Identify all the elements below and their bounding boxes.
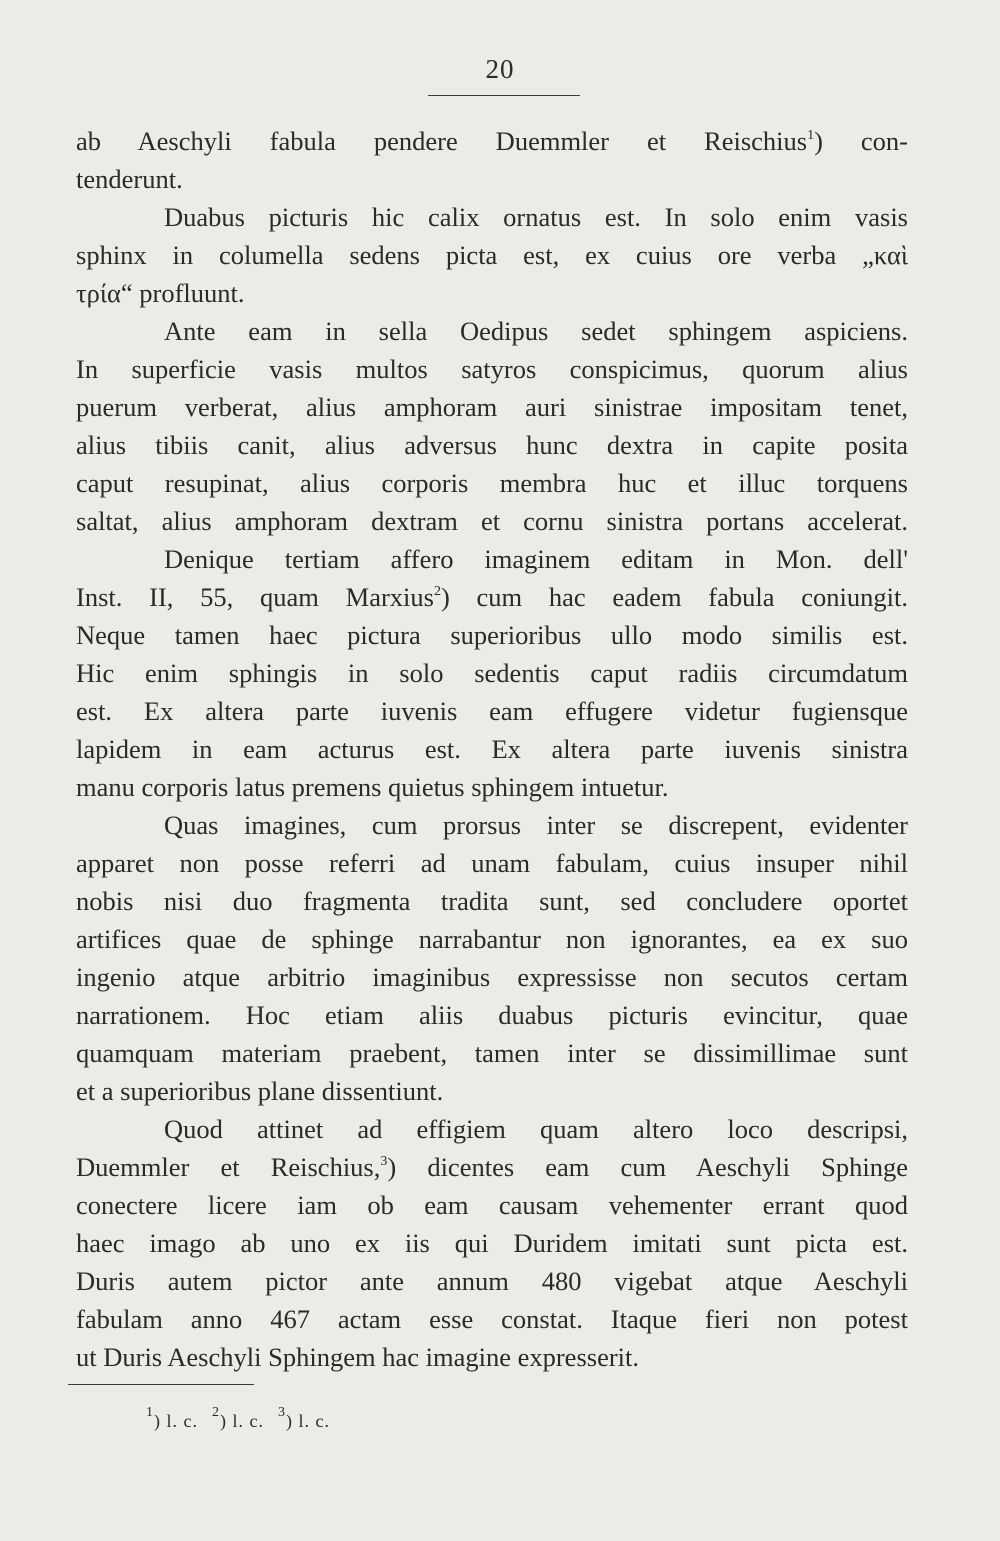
line-text: puerum verberat, alius amphoram auri sinistrae impositam tenet,	[76, 392, 908, 422]
footnote	[277, 1405, 330, 1431]
line-text: est. Ex altera parte iuvenis eam effugere videtur fugiensque	[76, 696, 908, 726]
line-text: quamquam materiam praebent, tamen inter se dissimillimae sunt	[76, 1038, 908, 1068]
text-line	[76, 730, 908, 768]
text-line	[76, 806, 908, 844]
text-line	[76, 1110, 908, 1148]
footnote-marker: 2	[433, 584, 441, 599]
line-text: Duabus picturis hic calix ornatus est. In solo enim vasis	[164, 202, 908, 232]
footnote-number: 2	[211, 1405, 220, 1420]
line-text: fabulam anno 467 actam esse constat. Itaque fieri non potest	[76, 1304, 908, 1334]
page-number: 20	[485, 54, 515, 84]
footnote-marker: 3	[380, 1154, 388, 1169]
text-line	[76, 1338, 908, 1376]
line-text: ab Aeschyli fabula pendere Duemmler et Reischius	[76, 126, 808, 156]
line-text: Duris autem pictor ante annum 480 vigebat atque Aeschyli	[76, 1266, 908, 1296]
footnote-marker: 1	[807, 128, 815, 143]
footnote-rule	[68, 1384, 254, 1385]
line-text: manu corporis latus premens quietus sphingem intuetur.	[76, 772, 669, 802]
line-text: In superficie vasis multos satyros conspicimus, quorum alius	[76, 354, 908, 384]
text-line	[76, 426, 908, 464]
footnote-text: ) l. c.	[154, 1411, 198, 1431]
line-text: apparet non posse referri ad unam fabulam, cuius insuper nihil	[76, 848, 908, 878]
text-line	[76, 1186, 908, 1224]
line-text: Quas imagines, cum prorsus inter se discrepent, evidenter	[164, 810, 908, 840]
text-line	[76, 274, 908, 312]
footnotes	[146, 1405, 344, 1432]
line-text: ut Duris Aeschyli Sphingem hac imagine expresserit.	[76, 1342, 640, 1372]
line-text: saltat, alius amphoram dextram et cornu sinistra portans accelerat.	[76, 506, 908, 536]
footnote	[146, 1405, 198, 1431]
line-text: Quod attinet ad effigiem quam altero loco descripsi,	[164, 1114, 908, 1144]
line-text: et a superioribus plane dissentiunt.	[76, 1076, 444, 1106]
footnote	[211, 1405, 264, 1431]
text-line	[76, 350, 908, 388]
text-line	[76, 1262, 908, 1300]
line-text: Duemmler et Reischius,	[76, 1152, 381, 1182]
text-line	[76, 844, 908, 882]
text-line	[76, 540, 908, 578]
line-text: tenderunt.	[76, 164, 183, 194]
text-line	[76, 1300, 908, 1338]
line-text: alius tibiis canit, alius adversus hunc dextra in capite posita	[76, 430, 908, 460]
text-line	[76, 1034, 908, 1072]
footnote-number: 1	[146, 1405, 154, 1420]
text-line	[76, 882, 908, 920]
line-text-continued: ) dicentes eam cum Aeschyli Sphinge	[387, 1152, 908, 1182]
text-line	[76, 920, 908, 958]
header-rule	[428, 95, 580, 96]
text-line	[76, 312, 908, 350]
line-text: Neque tamen haec pictura superioribus ullo modo similis est.	[76, 620, 908, 650]
footnote-number: 3	[277, 1405, 286, 1420]
text-line	[76, 388, 908, 426]
text-line	[76, 958, 908, 996]
line-text: sphinx in columella sedens picta est, ex cuius ore verba „καὶ	[76, 240, 908, 270]
text-line	[76, 692, 908, 730]
text-line	[76, 122, 908, 160]
text-line	[76, 236, 908, 274]
text-line	[76, 502, 908, 540]
text-line	[76, 578, 908, 616]
line-text: artifices quae de sphinge narrabantur non ignorantes, ea ex suo	[76, 924, 908, 954]
text-line	[76, 616, 908, 654]
text-line	[76, 1072, 908, 1110]
line-text: Hic enim sphingis in solo sedentis caput radiis circumdatum	[76, 658, 908, 688]
text-line	[76, 1148, 908, 1186]
text-line	[76, 160, 908, 198]
text-line	[76, 198, 908, 236]
line-text: τρία“ profluunt.	[76, 278, 245, 308]
line-text: Denique tertiam affero imaginem editam in Mon. dell'	[164, 544, 908, 574]
text-line	[76, 996, 908, 1034]
body-text	[76, 122, 908, 1376]
line-text: conectere licere iam ob eam causam vehementer errant quod	[76, 1190, 908, 1220]
text-line	[76, 1224, 908, 1262]
line-text: narrationem. Hoc etiam aliis duabus picturis evincitur, quae	[76, 1000, 908, 1030]
line-text: Ante eam in sella Oedipus sedet sphingem aspiciens.	[164, 316, 908, 346]
line-text: nobis nisi duo fragmenta tradita sunt, sed concludere oportet	[76, 886, 908, 916]
line-text: haec imago ab uno ex iis qui Duridem imitati sunt picta est.	[76, 1228, 908, 1258]
text-line	[76, 654, 908, 692]
line-text: ingenio atque arbitrio imaginibus expressisse non secutos certam	[76, 962, 908, 992]
line-text-continued: ) con-	[814, 126, 908, 156]
line-text: Inst. II, 55, quam Marxius	[76, 582, 434, 612]
line-text: lapidem in eam acturus est. Ex altera parte iuvenis sinistra	[76, 734, 908, 764]
text-line	[76, 768, 908, 806]
footnote-text: ) l. c.	[285, 1411, 330, 1431]
text-line	[76, 464, 908, 502]
line-text: caput resupinat, alius corporis membra huc et illuc torquens	[76, 468, 908, 498]
line-text-continued: ) cum hac eadem fabula coniungit.	[440, 582, 908, 612]
footnote-text: ) l. c.	[219, 1411, 264, 1431]
